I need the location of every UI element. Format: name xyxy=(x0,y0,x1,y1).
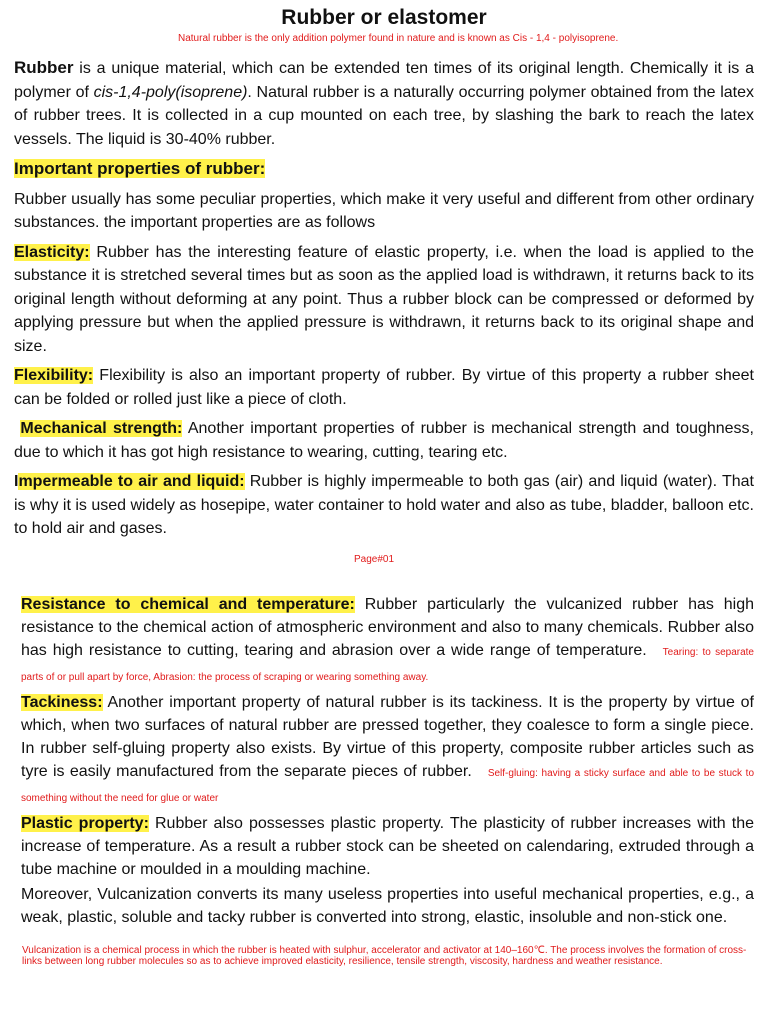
intro-lead-word: Rubber xyxy=(14,58,74,77)
impermeable-label: mpermeable to air and liquid: xyxy=(18,473,245,490)
elasticity-paragraph: Elasticity: Rubber has the interesting feature of elastic property, i.e. when the load is applied to the substance it is stretched several times but as soon as the applied load is withdrawn, it returns back to its original length without deforming at any point. Thus a rubber block can be compressed or deformed by applying pressure but when the applied pressure is withdrawn, it returns back to its original shape and size. xyxy=(14,243,754,355)
page-title: Rubber or elastomer xyxy=(281,6,487,29)
elasticity-label: Elasticity: xyxy=(14,243,90,261)
tearing-annotation: Tearing: to separate parts of or pull apart by force, Abrasion: the process of scraping or wearing something away. xyxy=(21,647,754,683)
plastic-property-paragraph: Plastic property: Rubber also possesses plastic property. The plasticity of rubber increases with the increase of temperature. As a result a rubber stock can be sheeted on calendaring, extruded through a tube machine or moulded in a moulding machine. xyxy=(21,815,755,878)
section-page-2 xyxy=(21,593,754,931)
properties-intro: Rubber usually has some peculiar properties, which make it very useful and different from other ordinary substances. the important properties are as follows xyxy=(14,190,754,231)
self-gluing-annotation: Self-gluing: having a sticky surface and able to be stuck to something without the need for glue or water xyxy=(21,768,755,804)
tackiness-paragraph: Tackiness: Another important property of natural rubber is its tackiness. It is the property by virtue of which, when two surfaces of natural rubber are pressed together, they coalesce to form a single piece. In rubber self-gluing property also exists. By virtue of this property, composite rubber articles such as tyre is easily manufactured from the separate pieces of rubber. Self-gluing: having a sticky surface and able to be stuck to something without the need for glue or water xyxy=(21,694,755,804)
resistance-paragraph: Resistance to chemical and temperature: Rubber particularly the vulcanized rubber has high resistance to the chemical action of atmospheric environment and also to many chemicals. Rubber also has high resistance to cutting, tearing and abrasion over a wide range of temperature. Tearing: to separate parts of or pull apart by force, Abrasion: the process of scraping or wearing something away. xyxy=(21,596,755,683)
polymer-name: cis-1,4-poly(isoprene) xyxy=(93,83,248,101)
tackiness-label: Tackiness: xyxy=(21,694,103,711)
resistance-label: Resistance to chemical and temperature: xyxy=(21,596,355,613)
section-page-1 xyxy=(14,56,754,547)
plastic-property-label: Plastic property: xyxy=(21,815,149,832)
intro-paragraph: Rubber is a unique material, which can be extended ten times of its original length. Chemically it is a polymer of cis-1,4-poly(isoprene). Natural rubber is a naturally occurring polymer obtained from the latex of rubber trees. It is collected in a cup mounted on each tree, by slashing the bark to reach the latex vessels. The liquid is 30-40% rubber. xyxy=(14,58,755,148)
page-number-label: Page#01 xyxy=(353,554,395,565)
flexibility-label: Flexibility: xyxy=(14,367,94,384)
mechanical-strength-paragraph: Mechanical strength: Another important properties of rubber is mechanical strength and toughness, due to which it has got high resistance to wearing, cutting, tearing etc. xyxy=(14,420,755,461)
properties-heading: Important properties of rubber: xyxy=(14,159,266,178)
title-annotation: Natural rubber is the only addition polymer found in nature and is known as Cis - 1,4 - polyisoprene. xyxy=(178,33,619,44)
mechanical-strength-label: Mechanical strength: xyxy=(20,420,183,437)
impermeable-paragraph: Impermeable to air and liquid: Rubber is highly impermeable to both gas (air) and liquid (water). That is why it is used widely as hosepipe, water container to hold water and also as tube, bladder, balloon etc. to hold air and gases. xyxy=(14,473,754,537)
vulcanization-paragraph: Moreover, Vulcanization converts its many useless properties into useful mechanical properties, e.g., a weak, plastic, soluble and tacky rubber is converted into strong, elastic, insoluble and non-stick one. xyxy=(21,886,754,926)
flexibility-paragraph: Flexibility: Flexibility is also an important property of rubber. By virtue of this property a rubber sheet can be folded or rolled just like a piece of cloth. xyxy=(14,367,754,408)
vulcanization-annotation: Vulcanization is a chemical process in which the rubber is heated with sulphur, accelerator and activator at 140–160℃. The process involves the formation of cross-links between long rubber molecules so as to achieve improved elasticity, resilience, tensile strength, viscosity, hardness and weather resistance. xyxy=(22,945,747,967)
